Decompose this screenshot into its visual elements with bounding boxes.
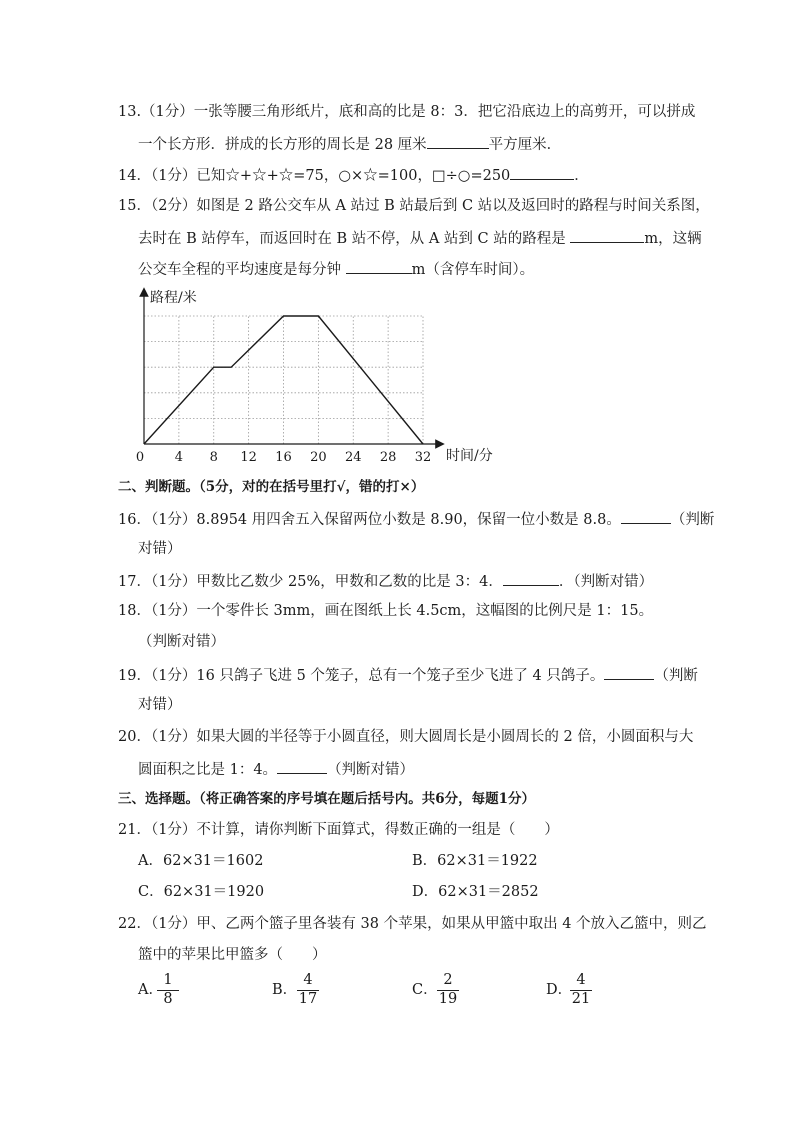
q22-option-b-label[interactable]: B． — [272, 982, 298, 998]
x-tick-label: 28 — [379, 450, 397, 464]
q17-line1 — [118, 571, 653, 591]
q21-option-a[interactable]: A．62×31＝1602 — [138, 853, 264, 869]
fraction-numerator: 4 — [303, 972, 313, 988]
q16-line1 — [118, 509, 714, 529]
q15-unit2: m（含停车时间）。 — [411, 262, 535, 278]
x-tick-label: 4 — [174, 450, 184, 464]
q20-line2 — [138, 759, 414, 779]
q22-option-a-fraction[interactable] — [156, 972, 180, 1008]
fraction-denominator: 19 — [438, 991, 458, 1007]
x-axis-label: 时间/分 — [446, 448, 493, 464]
q19-line1 — [118, 665, 698, 685]
q14-text: 14．（1分）已知☆+☆+☆=75，○×☆=100，□÷○=250 — [118, 168, 511, 184]
x-tick-label: 24 — [344, 450, 362, 464]
q13-unit: 平方厘米． — [488, 137, 562, 153]
fraction-denominator: 17 — [298, 991, 318, 1007]
q15-line2 — [138, 228, 702, 248]
section3-heading: 三、选择题。（将正确答案的序号填在题后括号内。共6分，每题1分） — [118, 791, 536, 807]
fraction-numerator: 4 — [576, 972, 586, 988]
q22-line2: 篮中的苹果比甲篮多（ ） — [138, 947, 327, 963]
distance-time-chart — [120, 284, 520, 464]
q19-judge: （判断 — [654, 668, 698, 684]
q20-judge: （判断对错） — [327, 762, 415, 778]
q22-option-c-label[interactable]: C． — [412, 982, 438, 998]
chart-grid — [144, 316, 423, 444]
q16-line2: 对错） — [138, 541, 182, 557]
q22-line1: 22．（1分）甲、乙两个篮子里各装有 38 个苹果，如果从甲篮中取出 4 个放入乙篮中，则乙 — [118, 916, 707, 932]
q15-text2: 去时在 B 站停车，而返回时在 B 站不停，从 A 站到 C 站的路程是 — [138, 231, 566, 247]
q16-judge: （判断 — [670, 512, 715, 528]
q17-judge: ．（判断对错） — [558, 574, 654, 590]
q19-answer-blank[interactable] — [604, 665, 654, 680]
q13-text: 一个长方形．拼成的长方形的周长是 28 厘米 — [138, 137, 427, 153]
q18-line2: （判断对错） — [138, 634, 225, 650]
x-tick-label: 8 — [209, 450, 218, 464]
q13-answer-blank[interactable] — [427, 134, 489, 149]
q15-text3: 公交车全程的平均速度是每分钟 — [138, 262, 341, 278]
q14-end: ． — [574, 168, 589, 184]
q21-option-d[interactable]: D．62×31＝2852 — [412, 884, 539, 900]
q16-answer-blank[interactable] — [621, 509, 671, 524]
section2-heading: 二、判断题。（5分，对的在括号里打√，错的打×） — [118, 479, 425, 495]
q17-answer-blank[interactable] — [503, 571, 559, 586]
q17-text: 17．（1分）甲数比乙数少 25%，甲数和乙数的比是 3：4． — [118, 574, 503, 590]
q15-line3 — [138, 259, 534, 279]
q20-text: 圆面积之比是 1：4。 — [138, 762, 278, 778]
fraction-denominator: 21 — [571, 991, 591, 1007]
q19-line2: 对错） — [138, 697, 182, 713]
x-tick-labels — [136, 450, 431, 464]
q22-option-d-label[interactable]: D． — [546, 982, 573, 998]
x-tick-label: 32 — [414, 450, 432, 464]
q14-answer-blank[interactable] — [510, 165, 574, 180]
x-tick-label: 0 — [135, 450, 145, 464]
q16-text: 16．（1分）8.8954 用四舍五入保留两位小数是 8.90，保留一位小数是 8.8。 — [118, 512, 621, 528]
q22-option-c-fraction[interactable] — [436, 972, 460, 1008]
q15-unit1: m，这辆 — [644, 231, 702, 247]
q20-answer-blank[interactable] — [277, 759, 327, 774]
q22-option-b-fraction[interactable] — [296, 972, 320, 1008]
q13-line2 — [138, 134, 561, 154]
q22-option-d-fraction[interactable] — [569, 972, 593, 1008]
q13-line1: 13.（1分）一张等腰三角形纸片，底和高的比是 8：3．把它沿底边上的高剪开，可以拼成 — [118, 104, 696, 120]
fraction-denominator: 8 — [163, 991, 173, 1007]
q22-option-a-label[interactable]: A． — [138, 982, 163, 998]
q15-distance-blank[interactable] — [570, 228, 644, 243]
q18-line1: 18．（1分）一个零件长 3mm，画在图纸上长 4.5cm，这幅图的比例尺是 1：15。 — [118, 603, 654, 619]
x-tick-label: 16 — [275, 450, 292, 464]
q19-text: 19．（1分）16 只鸽子飞进 5 个笼子，总有一个笼子至少飞进了 4 只鸽子。 — [118, 668, 605, 684]
q21-option-c[interactable]: C．62×31＝1920 — [138, 884, 265, 900]
x-tick-label: 12 — [240, 450, 257, 464]
x-tick-label: 20 — [310, 450, 327, 464]
q21-option-b[interactable]: B．62×31＝1922 — [412, 853, 538, 869]
fraction-numerator: 2 — [443, 972, 453, 988]
q21-stem: 21．（1分）不计算，请你判断下面算式，得数正确的一组是（ ） — [118, 822, 559, 838]
q14-line1 — [118, 165, 589, 185]
q15-speed-blank[interactable] — [346, 259, 412, 274]
q20-line1: 20．（1分）如果大圆的半径等于小圆直径，则大圆周长是小圆周长的 2 倍，小圆面积与大 — [118, 729, 694, 745]
q15-line1: 15．（2分）如图是 2 路公交车从 A 站过 B 站最后到 C 站以及返回时的路程与时间关系图， — [118, 198, 710, 214]
y-axis-label: 路程/米 — [150, 290, 197, 306]
fraction-numerator: 1 — [163, 972, 173, 988]
